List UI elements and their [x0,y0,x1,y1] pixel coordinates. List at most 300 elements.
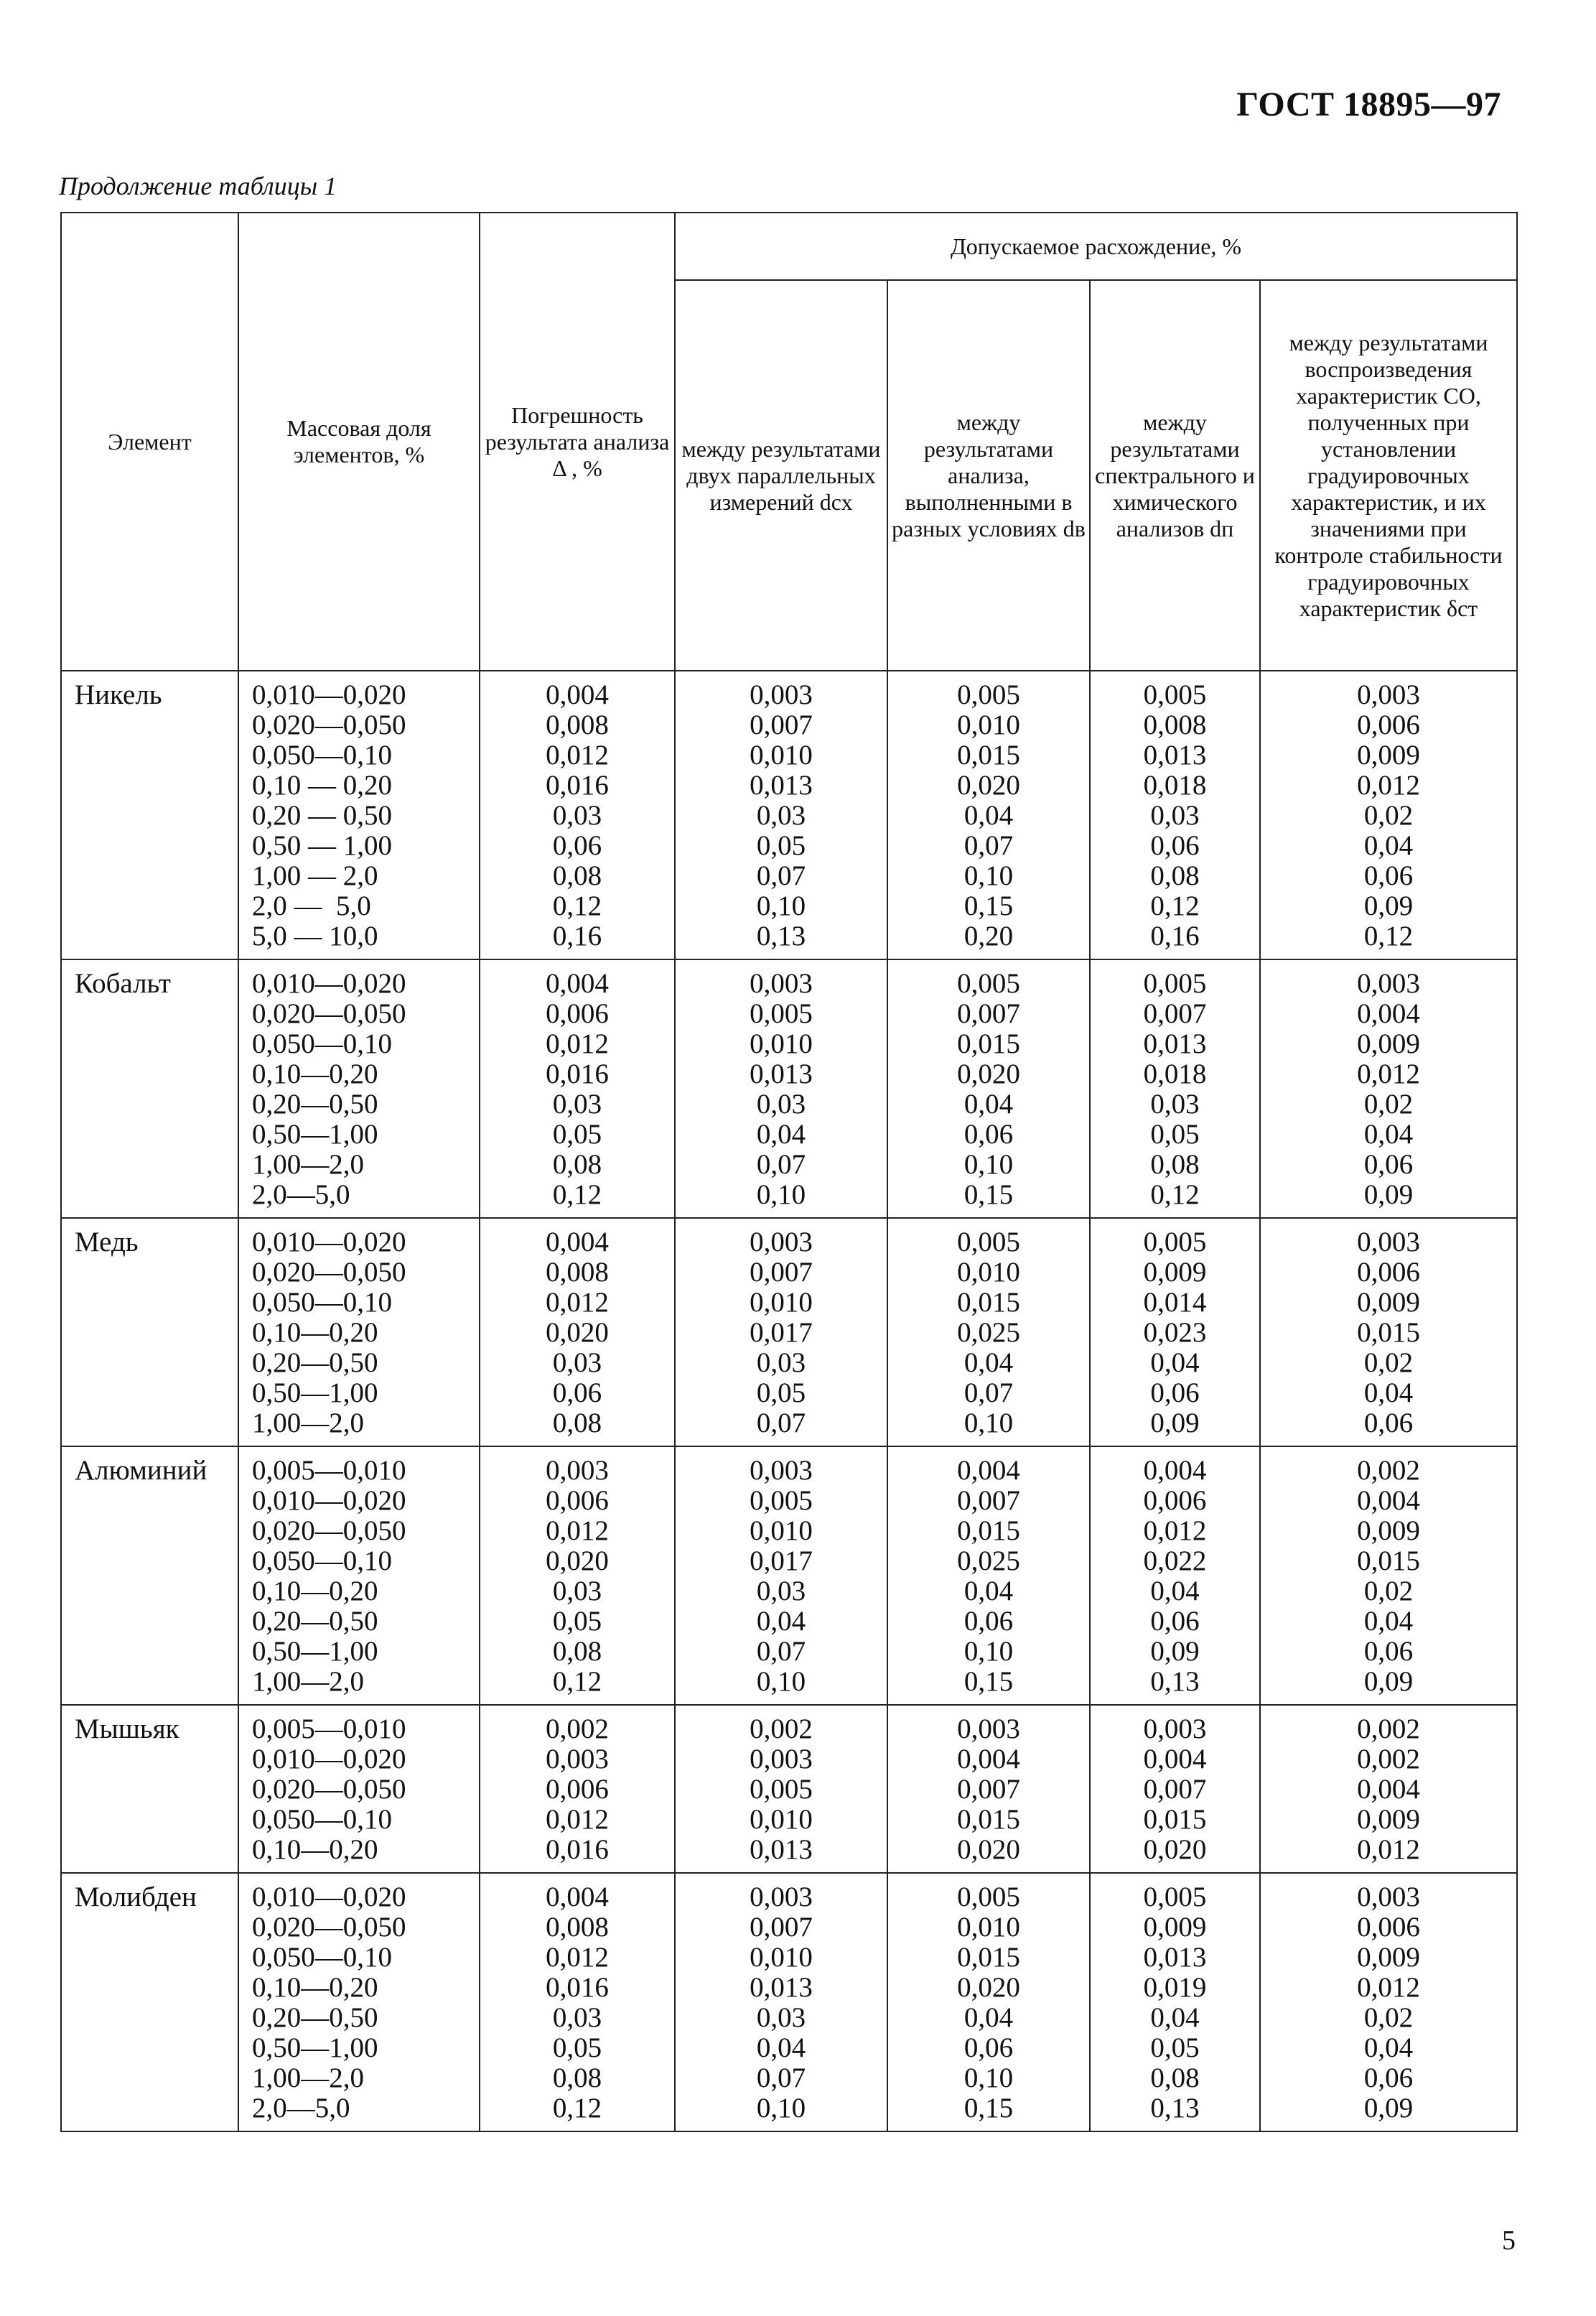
d-p-cell [1090,1873,1260,2131]
d-p-cell [1090,959,1260,1218]
cell-value: 0,03 [756,1576,806,1606]
element-name-cell: Алюминий [61,1446,238,1705]
cell-value: 0,07 [756,1149,806,1180]
cell-value: 0,10 [756,1666,806,1697]
cell-value: 0,023 [1143,1317,1207,1348]
table-row [61,1446,1517,1705]
cell-value: 1,00—2,0 [252,1666,364,1697]
cell-value: 1,00—2,0 [252,2062,364,2093]
cell-value: 0,005 [957,968,1020,999]
cell-value: 0,03 [552,2002,602,2033]
cell-value: 0,12 [552,1179,602,1210]
cell-value: 0,16 [1150,921,1200,952]
cell-value: 0,06 [1363,860,1414,891]
error-cell [480,671,675,959]
cell-value: 0,012 [1357,770,1420,801]
cell-value: 0,16 [552,921,602,952]
cell-value: 0,007 [957,1485,1020,1516]
cell-value: 0,010 [750,1804,813,1835]
cell-value: 0,005 [957,1227,1020,1257]
cell-value: 0,04 [756,1606,806,1637]
cell-value: 0,09 [1363,1179,1414,1210]
cell-value: 0,004 [546,968,609,999]
cell-value: 0,010 [750,740,813,771]
cell-value: 0,009 [1357,1804,1420,1835]
cell-value: 0,008 [546,1912,609,1943]
cell-value: 0,04 [1150,1576,1200,1606]
cell-value: 0,006 [1357,1257,1420,1288]
cell-value: 0,050—0,10 [252,1028,392,1059]
error-cell [480,1446,675,1705]
cell-value: 0,003 [957,1713,1020,1744]
cell-value: 0,03 [756,1347,806,1378]
delta-st-cell [1260,1218,1517,1446]
cell-value: 0,006 [1357,1912,1420,1943]
cell-value: 0,005 [1143,968,1207,999]
cell-value: 0,010 [750,1942,813,1973]
cell-value: 0,09 [1363,2093,1414,2124]
cell-value: 0,08 [552,1636,602,1667]
cell-value: 0,004 [546,1882,609,1912]
cell-value: 0,07 [756,1636,806,1667]
cell-value: 0,09 [1363,1666,1414,1697]
cell-value: 0,010 [957,1912,1020,1943]
cell-value: 0,12 [552,890,602,921]
d-cx-cell [675,671,887,959]
cell-value: 0,10 [756,2093,806,2124]
cell-value: 0,010 [957,710,1020,740]
error-cell [480,1873,675,2131]
d-b-cell [887,1218,1090,1446]
cell-value: 0,009 [1357,1942,1420,1973]
cell-value: 0,03 [1150,1089,1200,1120]
cell-value: 0,010—0,020 [252,1485,406,1516]
cell-value: 0,10 [963,1636,1014,1667]
cell-value: 0,09 [1150,1408,1200,1438]
cell-value: 0,010 [957,1257,1020,1288]
cell-value: 0,04 [963,800,1014,831]
cell-value: 0,006 [546,998,609,1029]
cell-value: 0,020 [957,770,1020,801]
cell-value: 0,009 [1357,1028,1420,1059]
cell-value: 0,002 [750,1713,813,1744]
cell-value: 0,003 [750,968,813,999]
cell-value: 0,02 [1363,1089,1414,1120]
cell-value: 0,050—0,10 [252,740,392,771]
cell-value: 0,007 [957,1774,1020,1805]
cell-value: 0,08 [552,1408,602,1438]
cell-value: 0,20—0,50 [252,2002,378,2033]
cell-value: 0,02 [1363,2002,1414,2033]
cell-value: 0,04 [963,1089,1014,1120]
cell-value: 0,05 [552,2032,602,2063]
cell-value: 0,003 [750,679,813,710]
cell-value: 0,019 [1143,1972,1207,2003]
allowed-discrepancy-table [60,212,1518,2132]
cell-value: 0,020 [1143,1834,1207,1865]
header-mass-fraction: Массовая доля элементов, % [238,213,480,671]
cell-value: 0,004 [546,1227,609,1257]
cell-value: 0,50—1,00 [252,1119,378,1150]
cell-value: 0,050—0,10 [252,1804,392,1835]
cell-value: 0,003 [750,1744,813,1775]
cell-value: 0,020 [957,1059,1020,1089]
cell-value: 0,004 [1357,998,1420,1029]
cell-value: 0,04 [1363,830,1414,861]
cell-value: 0,005 [957,679,1020,710]
mass-fraction-cell [238,671,480,959]
cell-value: 0,006 [1143,1485,1207,1516]
cell-value: 0,10—0,20 [252,1972,378,2003]
cell-value: 0,020 [957,1834,1020,1865]
cell-value: 0,002 [1357,1744,1420,1775]
table-row [61,671,1517,959]
cell-value: 0,007 [750,1912,813,1943]
cell-value: 0,010—0,020 [252,679,406,710]
cell-value: 0,06 [1150,830,1200,861]
d-p-cell [1090,1218,1260,1446]
d-p-cell [1090,1446,1260,1705]
cell-value: 0,08 [1150,860,1200,891]
header-element: Элемент [61,213,238,671]
cell-value: 0,020—0,050 [252,710,406,740]
cell-value: 0,13 [756,921,806,952]
cell-value: 0,04 [1150,1347,1200,1378]
cell-value: 0,022 [1143,1545,1207,1576]
page-number: 5 [1502,2226,1516,2256]
cell-value: 0,003 [750,1455,813,1486]
cell-value: 0,006 [546,1485,609,1516]
cell-value: 0,03 [552,1089,602,1120]
cell-value: 0,003 [1357,679,1420,710]
cell-value: 0,04 [756,2032,806,2063]
cell-value: 0,50 — 1,00 [252,830,392,861]
delta-st-cell [1260,1446,1517,1705]
cell-value: 0,020—0,050 [252,1912,406,1943]
cell-value: 0,005—0,010 [252,1713,406,1744]
cell-value: 0,10 [963,2062,1014,2093]
cell-value: 0,016 [546,770,609,801]
cell-value: 0,07 [963,830,1014,861]
cell-value: 0,15 [963,1179,1014,1210]
cell-value: 0,005 [1143,1882,1207,1912]
cell-value: 0,10 [963,1149,1014,1180]
cell-value: 0,008 [546,710,609,740]
cell-value: 0,04 [1363,1377,1414,1408]
cell-value: 0,10—0,20 [252,1317,378,1348]
cell-value: 0,07 [963,1377,1014,1408]
delta-st-cell [1260,1873,1517,2131]
cell-value: 0,003 [546,1455,609,1486]
cell-value: 0,020 [546,1317,609,1348]
cell-value: 0,04 [1363,2032,1414,2063]
cell-value: 0,10—0,20 [252,1834,378,1865]
cell-value: 0,07 [756,860,806,891]
cell-value: 0,016 [546,1834,609,1865]
cell-value: 0,008 [1143,710,1207,740]
element-name-cell: Мышьяк [61,1705,238,1873]
cell-value: 0,04 [756,1119,806,1150]
cell-value: 0,10 [756,890,806,921]
cell-value: 0,015 [957,740,1020,771]
table-row [61,1873,1517,2131]
cell-value: 0,004 [1357,1774,1420,1805]
delta-st-cell [1260,671,1517,959]
cell-value: 0,010—0,020 [252,1744,406,1775]
cell-value: 0,05 [1150,1119,1200,1150]
cell-value: 0,012 [546,1942,609,1973]
mass-fraction-cell [238,959,480,1218]
d-b-cell [887,1705,1090,1873]
cell-value: 0,015 [1143,1804,1207,1835]
d-cx-cell [675,1446,887,1705]
cell-value: 0,12 [552,2093,602,2124]
cell-value: 0,010—0,020 [252,968,406,999]
cell-value: 5,0 — 10,0 [252,921,378,952]
cell-value: 0,005 [957,1882,1020,1912]
cell-value: 0,20 — 0,50 [252,800,392,831]
cell-value: 0,13 [1150,2093,1200,2124]
cell-value: 0,06 [1363,1149,1414,1180]
element-name-cell: Кобальт [61,959,238,1218]
cell-value: 0,013 [750,1972,813,2003]
cell-value: 0,016 [546,1059,609,1089]
cell-value: 0,015 [957,1804,1020,1835]
d-cx-cell [675,1218,887,1446]
cell-value: 0,005—0,010 [252,1455,406,1486]
cell-value: 0,013 [750,1059,813,1089]
cell-value: 0,09 [1150,1636,1200,1667]
cell-value: 2,0 — 5,0 [252,890,371,921]
cell-value: 0,020—0,050 [252,1515,406,1546]
cell-value: 0,06 [552,1377,602,1408]
cell-value: 0,004 [1357,1485,1420,1516]
d-cx-cell [675,1705,887,1873]
cell-value: 0,04 [963,1347,1014,1378]
cell-value: 0,020 [957,1972,1020,2003]
cell-value: 1,00—2,0 [252,1149,364,1180]
cell-value: 0,12 [1363,921,1414,952]
cell-value: 0,15 [963,890,1014,921]
cell-value: 0,010—0,020 [252,1882,406,1912]
cell-value: 0,015 [1357,1545,1420,1576]
cell-value: 0,09 [1363,890,1414,921]
cell-value: 0,010—0,020 [252,1227,406,1257]
cell-value: 0,004 [957,1744,1020,1775]
cell-value: 0,007 [750,710,813,740]
cell-value: 0,15 [963,2093,1014,2124]
table-continuation-label: Продолжение таблицы 1 [59,172,337,200]
cell-value: 0,005 [1143,1227,1207,1257]
cell-value: 0,004 [1143,1455,1207,1486]
d-cx-cell [675,1873,887,2131]
cell-value: 0,003 [750,1882,813,1912]
cell-value: 0,009 [1357,1287,1420,1318]
d-b-cell [887,959,1090,1218]
cell-value: 0,04 [1363,1119,1414,1150]
cell-value: 0,20—0,50 [252,1347,378,1378]
cell-value: 0,006 [1357,710,1420,740]
cell-value: 0,050—0,10 [252,1545,392,1576]
cell-value: 0,05 [1150,2032,1200,2063]
cell-value: 0,004 [1143,1744,1207,1775]
cell-value: 0,012 [546,1028,609,1059]
cell-value: 0,003 [750,1227,813,1257]
cell-value: 0,10 [963,1408,1014,1438]
cell-value: 1,00 — 2,0 [252,860,378,891]
error-cell [480,1705,675,1873]
cell-value: 0,50—1,00 [252,1636,378,1667]
cell-value: 0,05 [756,830,806,861]
cell-value: 0,004 [546,679,609,710]
cell-value: 0,06 [552,830,602,861]
cell-value: 0,10—0,20 [252,1059,378,1089]
cell-value: 0,03 [756,2002,806,2033]
table-body [61,671,1517,2131]
header-d-cx: между результатами двух параллельных измерений dсх [675,280,887,671]
cell-value: 0,06 [1150,1606,1200,1637]
cell-value: 0,04 [1363,1606,1414,1637]
cell-value: 0,02 [1363,1576,1414,1606]
document-code: ГОСТ 18895—97 [1236,85,1501,124]
cell-value: 0,15 [963,1666,1014,1697]
cell-value: 0,013 [1143,1942,1207,1973]
cell-value: 0,08 [1150,1149,1200,1180]
d-p-cell [1090,671,1260,959]
cell-value: 0,13 [1150,1666,1200,1697]
cell-value: 0,013 [1143,740,1207,771]
cell-value: 0,20 [963,921,1014,952]
d-b-cell [887,671,1090,959]
header-d-p: между результатами спектрального и химического анализов dп [1090,280,1260,671]
mass-fraction-cell [238,1873,480,2131]
cell-value: 0,015 [957,1942,1020,1973]
cell-value: 0,04 [1150,2002,1200,2033]
cell-value: 0,010 [750,1028,813,1059]
element-name-cell: Молибден [61,1873,238,2131]
cell-value: 0,005 [750,998,813,1029]
cell-value: 0,012 [546,1515,609,1546]
cell-value: 0,02 [1363,800,1414,831]
cell-value: 0,007 [1143,998,1207,1029]
cell-value: 0,015 [1357,1317,1420,1348]
cell-value: 0,03 [552,1576,602,1606]
cell-value: 0,10—0,20 [252,1576,378,1606]
cell-value: 0,05 [552,1119,602,1150]
cell-value: 0,10 — 0,20 [252,770,392,801]
cell-value: 0,007 [957,998,1020,1029]
cell-value: 0,03 [552,1347,602,1378]
d-p-cell [1090,1705,1260,1873]
cell-value: 0,08 [552,2062,602,2093]
cell-value: 0,020—0,050 [252,1257,406,1288]
cell-value: 0,017 [750,1545,813,1576]
cell-value: 0,006 [546,1774,609,1805]
cell-value: 0,12 [1150,1179,1200,1210]
cell-value: 0,013 [750,770,813,801]
element-name-cell: Медь [61,1218,238,1446]
cell-value: 0,050—0,10 [252,1942,392,1973]
cell-value: 0,003 [1357,1882,1420,1912]
mass-fraction-cell [238,1705,480,1873]
d-cx-cell [675,959,887,1218]
cell-value: 0,012 [1143,1515,1207,1546]
cell-value: 0,03 [756,800,806,831]
cell-value: 0,010 [750,1515,813,1546]
cell-value: 0,009 [1357,740,1420,771]
table-row [61,959,1517,1218]
cell-value: 0,012 [546,1804,609,1835]
cell-value: 1,00—2,0 [252,1408,364,1438]
mass-fraction-cell [238,1446,480,1705]
cell-value: 0,07 [756,2062,806,2093]
header-delta-st: между результатами воспроизведения характеристик СО, полученных при установлении градуировочных характеристик, и их значениями при контроле стабильности градуировочных характеристик δст [1260,280,1517,671]
cell-value: 0,005 [750,1774,813,1805]
cell-value: 0,012 [1357,1059,1420,1089]
cell-value: 0,012 [546,740,609,771]
cell-value: 0,007 [750,1257,813,1288]
cell-value: 0,009 [1143,1257,1207,1288]
cell-value: 2,0—5,0 [252,2093,350,2124]
cell-value: 0,008 [546,1257,609,1288]
cell-value: 0,025 [957,1545,1020,1576]
cell-value: 0,017 [750,1317,813,1348]
cell-value: 0,012 [546,1287,609,1318]
cell-value: 0,03 [1150,800,1200,831]
error-cell [480,1218,675,1446]
cell-value: 0,020 [546,1545,609,1576]
cell-value: 0,014 [1143,1287,1207,1318]
cell-value: 0,020—0,050 [252,1774,406,1805]
cell-value: 0,005 [750,1485,813,1516]
cell-value: 0,08 [552,860,602,891]
cell-value: 0,020—0,050 [252,998,406,1029]
cell-value: 0,12 [1150,890,1200,921]
cell-value: 0,025 [957,1317,1020,1348]
cell-value: 0,002 [1357,1455,1420,1486]
cell-value: 0,013 [1143,1028,1207,1059]
cell-value: 0,06 [1363,1408,1414,1438]
cell-value: 0,06 [963,2032,1014,2063]
cell-value: 0,004 [957,1455,1020,1486]
cell-value: 0,012 [1357,1972,1420,2003]
cell-value: 0,050—0,10 [252,1287,392,1318]
cell-value: 0,013 [750,1834,813,1865]
cell-value: 0,20—0,50 [252,1606,378,1637]
cell-value: 0,06 [1150,1377,1200,1408]
cell-value: 0,03 [756,1089,806,1120]
mass-fraction-cell [238,1218,480,1446]
cell-value: 0,06 [963,1119,1014,1150]
cell-value: 2,0—5,0 [252,1179,350,1210]
cell-value: 0,04 [963,1576,1014,1606]
cell-value: 0,03 [552,800,602,831]
cell-value: 0,002 [1357,1713,1420,1744]
cell-value: 0,015 [957,1287,1020,1318]
cell-value: 0,018 [1143,1059,1207,1089]
element-name-cell: Никель [61,671,238,959]
cell-value: 0,50—1,00 [252,1377,378,1408]
cell-value: 0,005 [1143,679,1207,710]
cell-value: 0,010 [750,1287,813,1318]
cell-value: 0,003 [546,1744,609,1775]
cell-value: 0,07 [756,1408,806,1438]
cell-value: 0,003 [1143,1713,1207,1744]
cell-value: 0,003 [1357,968,1420,999]
cell-value: 0,05 [552,1606,602,1637]
cell-value: 0,003 [1357,1227,1420,1257]
cell-value: 0,06 [1363,1636,1414,1667]
